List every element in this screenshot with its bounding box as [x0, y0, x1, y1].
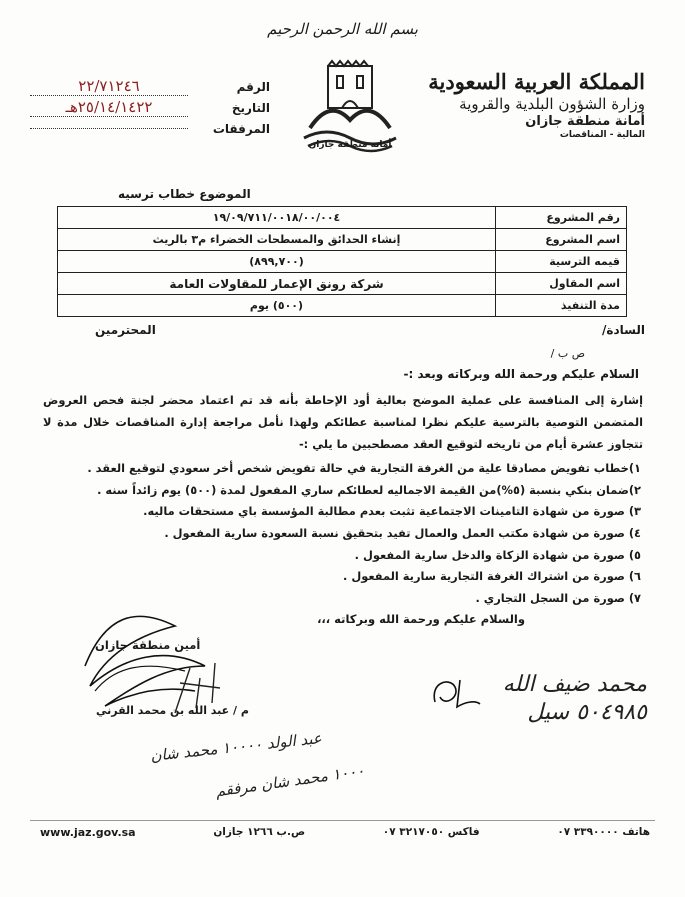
- footer-phone: هاتف ٣٣٩٠٠٠٠ ٠٧: [557, 826, 650, 838]
- handwritten-note-3: عبد الولد ١٠٠٠٠ محمد شان: [149, 729, 323, 765]
- po-box-line: ص ب /: [550, 347, 585, 360]
- list-item: ٥) صورة من شهادة الزكاة والدخل سارية المفعول .: [354, 547, 641, 562]
- greeting: السلام عليكم ورحمة الله وبركاته وبعد :-: [403, 367, 639, 381]
- department-title: المالية - المناقصات: [559, 130, 645, 140]
- table-row: [58, 251, 627, 273]
- date-row: [30, 97, 270, 118]
- table-row: [58, 229, 627, 251]
- award-value: (٨٩٩,٧٠٠): [58, 251, 496, 273]
- table-row: [58, 207, 627, 229]
- duration-value: (٥٠٠) يوم: [58, 295, 496, 317]
- signatory-title: أمين منطقة جازان: [95, 638, 201, 652]
- footer-website-link[interactable]: www.jaz.gov.sa: [40, 826, 136, 839]
- body-paragraph: إشارة إلى المنافسة على عملية الموضح بعالية أود الإحاطة بأنه قد تم اعتماد محضر لجنة فحص العروض المتضمن التوصية بالترسية عليكم نظرا لمناسبة عطائكم ولهذا نأمل مراجعة إدارة المناقصات خلال مدة لا تتجاوز عشرة أيام من تاريخه لتوقيع العقد مصطحبين ما يلي :-: [43, 393, 643, 451]
- respect-word: المحترمين: [95, 323, 156, 337]
- reference-block: [30, 76, 270, 139]
- addressee: السادة/: [602, 323, 645, 337]
- list-item: ٤) صورة من شهادة مكتب العمل والعمال تفيد بتحقيق نسبة السعودة سارية المفعول .: [164, 526, 641, 541]
- closing-line: والسلام عليكم ورحمة الله وبركاته ،،،: [317, 612, 525, 626]
- number-value: ٢٢/٧١٢٤٦: [30, 77, 188, 96]
- handwritten-note-4: ١٠٠٠ محمد شان مرفقم: [214, 761, 366, 801]
- footer-pobox: ص.ب ١٢٦٦ جازان: [213, 826, 306, 838]
- bismillah: بسم الله الرحمن الرحيم: [267, 20, 418, 38]
- project-name-label: اسم المشروع: [496, 229, 627, 251]
- footer: [40, 826, 650, 839]
- footer-fax: فاكس ٣٢١٧٠٥٠ ٠٧: [382, 826, 480, 838]
- project-name-value: إنشاء الحدائق والمسطحات الخضراء م٣ بالريث: [58, 229, 496, 251]
- number-label: الرقم: [236, 79, 270, 94]
- handwritten-note-2: ٥٠٤٩٨٥ سيل: [527, 700, 647, 725]
- list-item: ٢)ضمان بنكي بنسبة (٥%)من القيمة الاجماليه لعطائكم ساري المفعول لمدة (٥٠٠) يوم زائداً سنه .: [97, 482, 641, 497]
- attachments-row: [30, 118, 270, 139]
- project-number-label: رقم المشروع: [496, 207, 627, 229]
- attachments-value: [30, 128, 188, 129]
- handwritten-date-icon: [160, 658, 240, 718]
- contractor-value: شركة رونق الإعمار للمقاولات العامة: [58, 273, 496, 295]
- contractor-label: اسم المقاول: [496, 273, 627, 295]
- footer-divider: [30, 820, 655, 821]
- logo-caption: أمانة منطقة جازان: [308, 140, 392, 150]
- table-row: [58, 273, 627, 295]
- subject-line: الموضوع خطاب ترسيه: [118, 187, 251, 201]
- ministry-title: وزارة الشؤون البلدية والقروية: [459, 95, 645, 113]
- letterhead-issuer: [425, 70, 645, 140]
- project-number-value: ١٩/٠٩/٧١١/٠٠١٨/٠٠/٠٠٤: [58, 207, 496, 229]
- list-item: ٣) صورة من شهادة التامينات الاجتماعية تثبت بعدم مطالبة المؤسسة باي مستحقات ماليه.: [143, 504, 641, 519]
- date-value: ٢٥/١٤/١٤٢٢هـ: [30, 98, 188, 117]
- list-item: ٧) صورة من السجل التجاري .: [475, 591, 641, 606]
- project-table: [57, 206, 627, 317]
- list-item: ٦) صورة من اشتراك الغرفة التجارية سارية المفعول .: [343, 569, 641, 584]
- table-row: [58, 295, 627, 317]
- duration-label: مدة التنفيذ: [496, 295, 627, 317]
- list-item: ١)خطاب تفويض مصادقا علية من الغرفة التجارية في حالة تفويض شخص أخر سعودي لتوقيع العقد .: [87, 461, 641, 475]
- kingdom-title: المملكة العربية السعودية: [428, 69, 645, 94]
- number-row: [30, 76, 270, 97]
- requirements-list: [41, 458, 641, 610]
- signatory-name: م / عبد الله بن محمد القرني: [96, 704, 249, 717]
- handwritten-note-1: محمد ضيف الله: [502, 672, 647, 697]
- date-label: التاريخ: [231, 100, 270, 115]
- attachments-label: المرفقات: [212, 121, 270, 136]
- municipality-title: أمانة منطقة جازان: [525, 114, 645, 129]
- handwritten-initials-icon: [425, 672, 485, 712]
- award-value-label: قيمه الترسية: [496, 251, 627, 273]
